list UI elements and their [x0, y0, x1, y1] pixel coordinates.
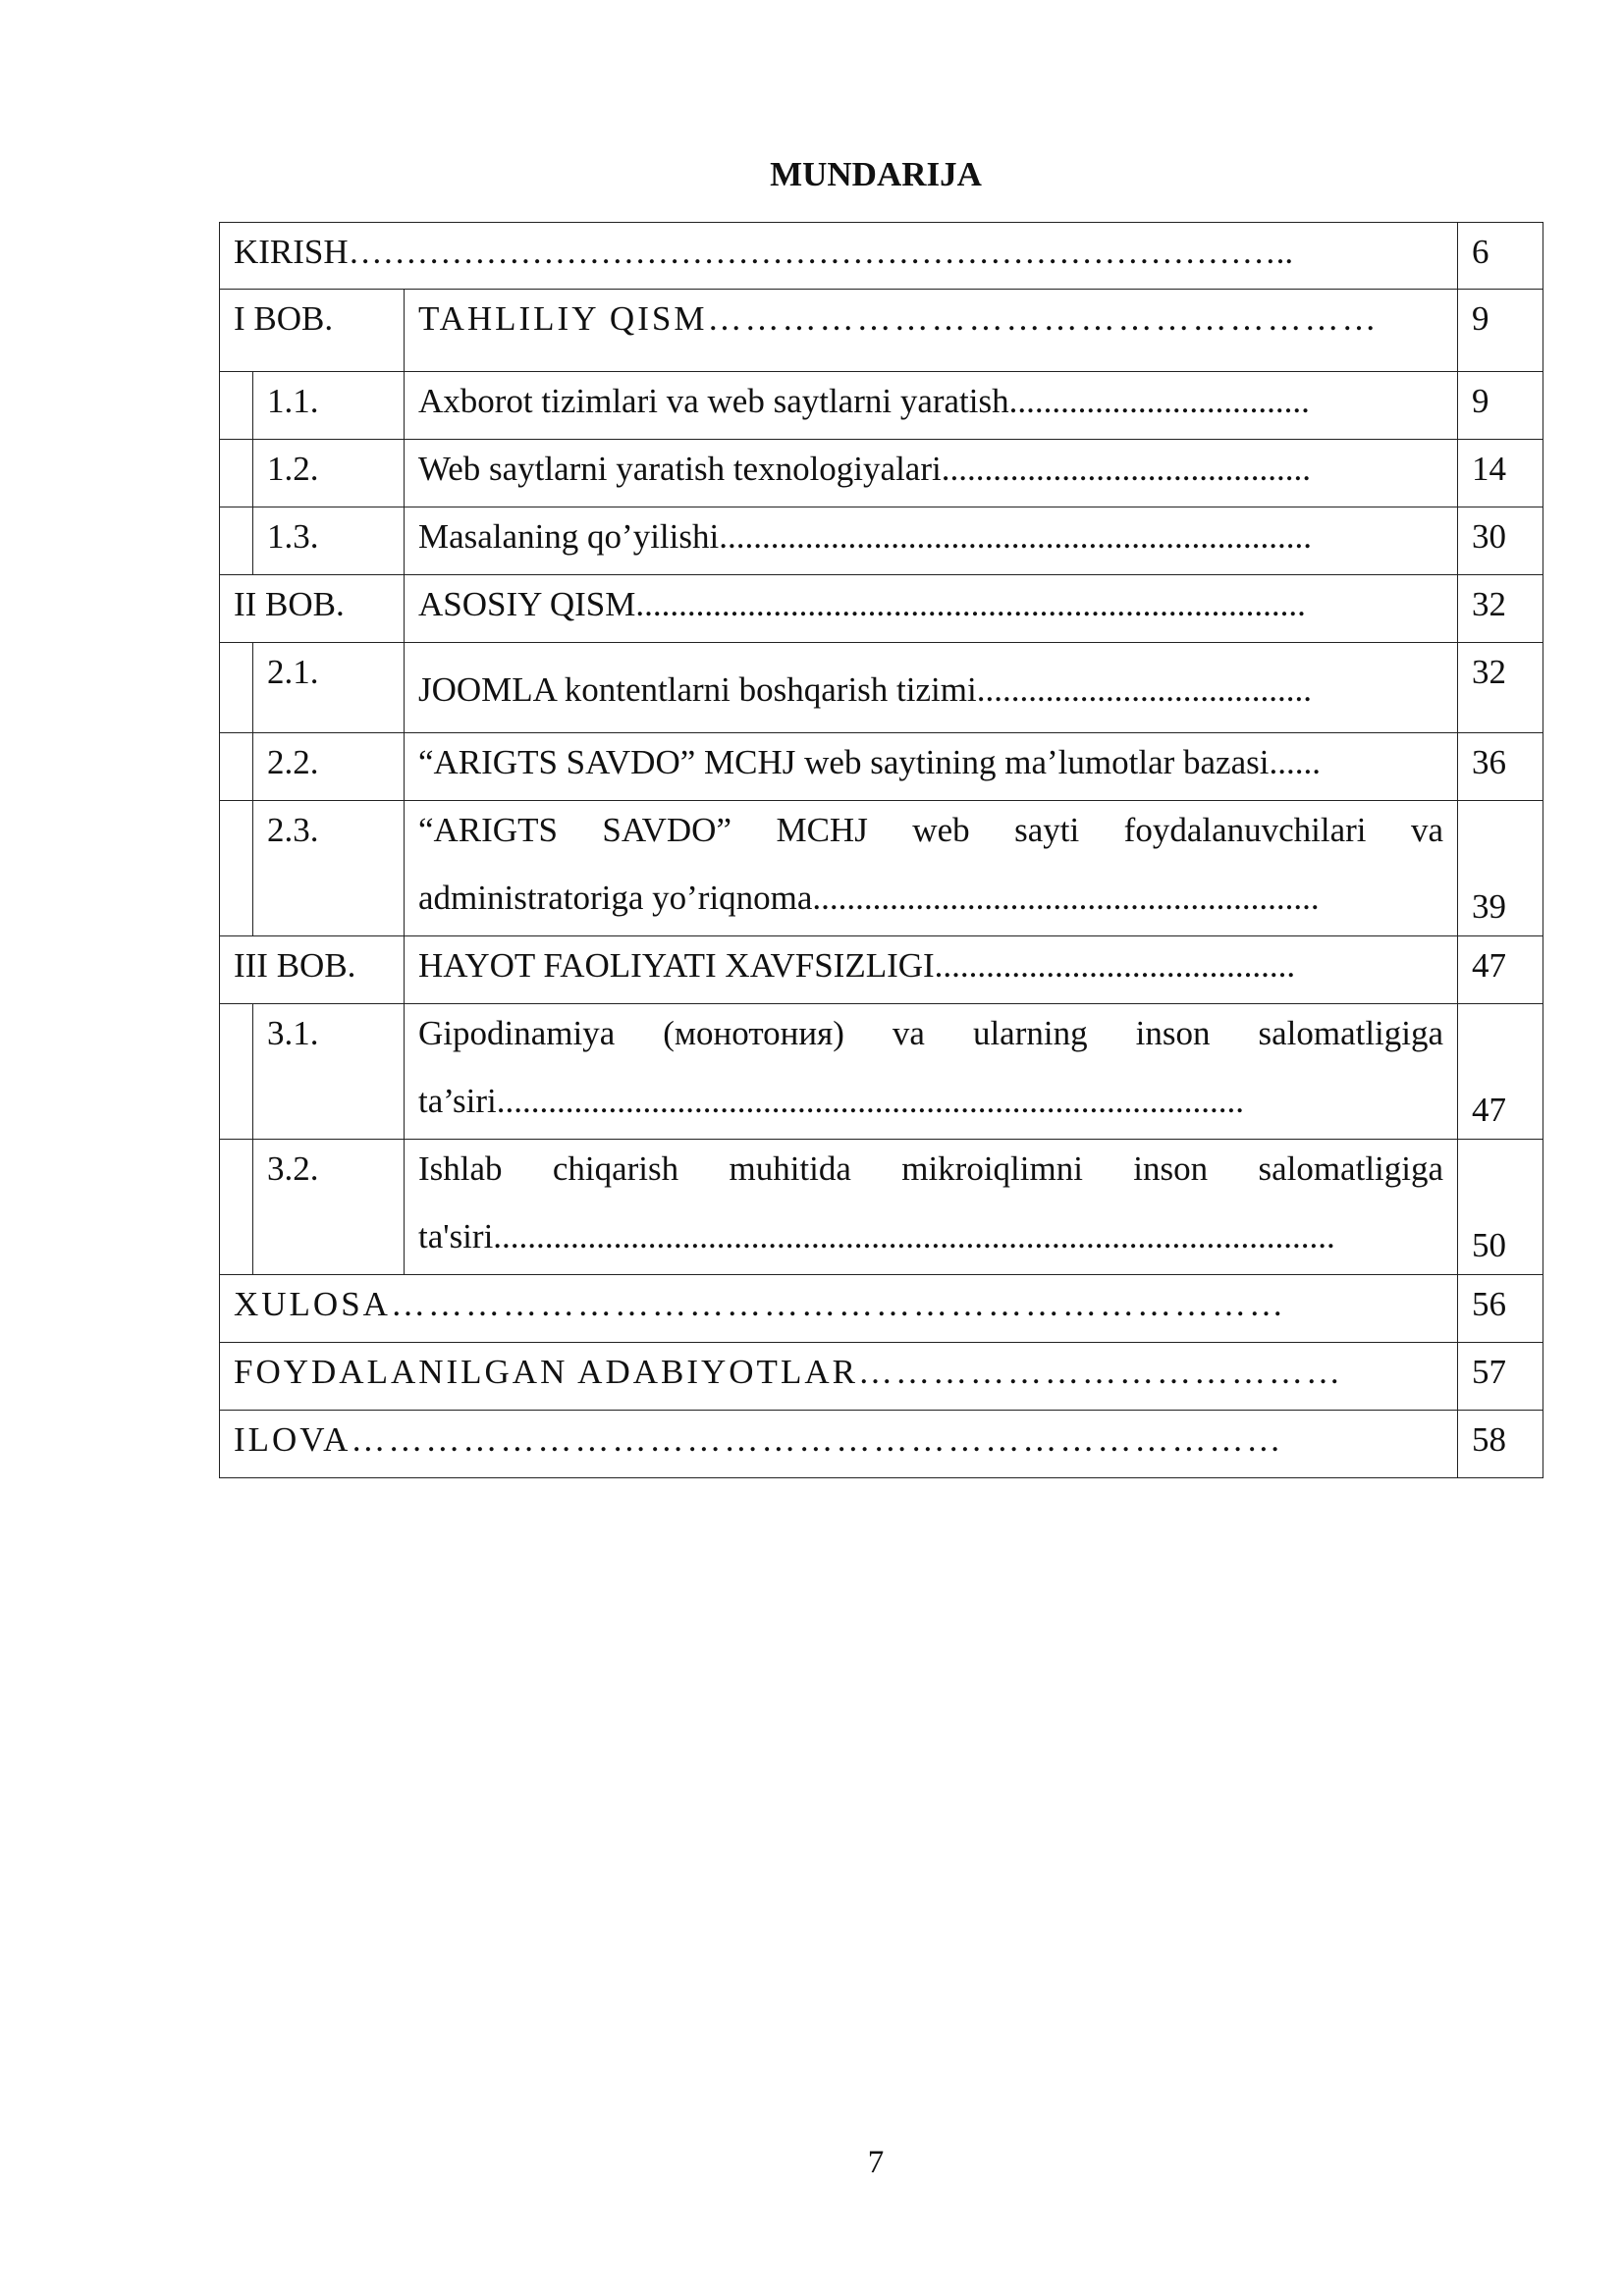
- document-title: MUNDARIJA: [770, 155, 982, 193]
- toc-entry-text: ILOVA…………………………………………………………………: [220, 1411, 1458, 1478]
- toc-row-kirish: [220, 223, 1543, 290]
- toc-page-number: 36: [1458, 733, 1543, 801]
- toc-entry-text: Gipodinamiya (монотония) va ularning inson salomatligiga ta’siri.......................................................................................: [405, 1004, 1458, 1140]
- toc-entry-text: “ARIGTS SAVDO” MCHJ web saytining ma’lumotlar bazasi......: [405, 733, 1458, 801]
- toc-entry-text: JOOMLA kontentlarni boshqarish tizimi.......................................: [405, 643, 1458, 733]
- toc-row-ilova: [220, 1411, 1543, 1478]
- toc-row-section-2-2: [220, 733, 1543, 801]
- toc-section-number: 1.1.: [253, 372, 405, 440]
- toc-row-section-1-3: [220, 507, 1543, 575]
- toc-row-chapter-1: [220, 290, 1543, 372]
- toc-indent-cell: [220, 1140, 253, 1275]
- toc-chapter-label: I BOB.: [220, 290, 405, 372]
- toc-row-section-3-1: [220, 1004, 1543, 1140]
- toc-page-number: 47: [1458, 936, 1543, 1004]
- toc-page-number: 6: [1458, 223, 1543, 290]
- toc-row-xulosa: [220, 1275, 1543, 1343]
- toc-row-adabiyotlar: [220, 1343, 1543, 1411]
- toc-entry-text: Masalaning qo’yilishi.....................................................................: [405, 507, 1458, 575]
- toc-entry-text: Ishlab chiqarish muhitida mikroiqlimni inson salomatligiga ta'siri..................................................................................................: [405, 1140, 1458, 1275]
- toc-page-number: 57: [1458, 1343, 1543, 1411]
- toc-row-chapter-2: [220, 575, 1543, 643]
- toc-section-number: 2.3.: [253, 801, 405, 936]
- toc-entry-text: XULOSA………………………………………………………………: [220, 1275, 1458, 1343]
- toc-entry-text: “ARIGTS SAVDO” MCHJ web sayti foydalanuvchilari va administratoriga yo’riqnoma...........................................................: [405, 801, 1458, 936]
- toc-section-number: 3.2.: [253, 1140, 405, 1275]
- toc-page-number: 32: [1458, 643, 1543, 733]
- toc-indent-cell: [220, 507, 253, 575]
- toc-indent-cell: [220, 801, 253, 936]
- toc-entry-text: KIRISH………………………………………………………………………..: [220, 223, 1458, 290]
- toc-row-section-2-3: [220, 801, 1543, 936]
- toc-indent-cell: [220, 1004, 253, 1140]
- toc-page-number: 58: [1458, 1411, 1543, 1478]
- toc-entry-text: FOYDALANILGAN ADABIYOTLAR…………………………………: [220, 1343, 1458, 1411]
- toc-page-number: 14: [1458, 440, 1543, 507]
- page-number: 7: [867, 2145, 885, 2180]
- toc-entry-text: ASOSIY QISM..............................................................................: [405, 575, 1458, 643]
- toc-entry-text: Web saytlarni yaratish texnologiyalari...........................................: [405, 440, 1458, 507]
- toc-page-number: 39: [1458, 801, 1543, 936]
- toc-section-number: 3.1.: [253, 1004, 405, 1140]
- toc-indent-cell: [220, 440, 253, 507]
- toc-entry-text: TAHLILIY QISM………………………………………………: [405, 290, 1458, 372]
- toc-indent-cell: [220, 372, 253, 440]
- toc-row-section-2-1: [220, 643, 1543, 733]
- toc-page-number: 9: [1458, 372, 1543, 440]
- toc-page-number: 30: [1458, 507, 1543, 575]
- toc-section-number: 2.1.: [253, 643, 405, 733]
- table-of-contents: [219, 222, 1543, 1478]
- toc-page-number: 32: [1458, 575, 1543, 643]
- toc-section-number: 1.2.: [253, 440, 405, 507]
- toc-chapter-label: III BOB.: [220, 936, 405, 1004]
- toc-entry-text: HAYOT FAOLIYATI XAVFSIZLIGI..........................................: [405, 936, 1458, 1004]
- toc-entry-text: Axborot tizimlari va web saytlarni yaratish...................................: [405, 372, 1458, 440]
- toc-page-number: 47: [1458, 1004, 1543, 1140]
- toc-page-number: 50: [1458, 1140, 1543, 1275]
- toc-page-number: 9: [1458, 290, 1543, 372]
- toc-row-section-1-2: [220, 440, 1543, 507]
- toc-indent-cell: [220, 733, 253, 801]
- toc-page-number: 56: [1458, 1275, 1543, 1343]
- toc-row-section-1-1: [220, 372, 1543, 440]
- toc-chapter-label: II BOB.: [220, 575, 405, 643]
- toc-section-number: 2.2.: [253, 733, 405, 801]
- toc-indent-cell: [220, 643, 253, 733]
- toc-row-section-3-2: [220, 1140, 1543, 1275]
- toc-section-number: 1.3.: [253, 507, 405, 575]
- toc-row-chapter-3: [220, 936, 1543, 1004]
